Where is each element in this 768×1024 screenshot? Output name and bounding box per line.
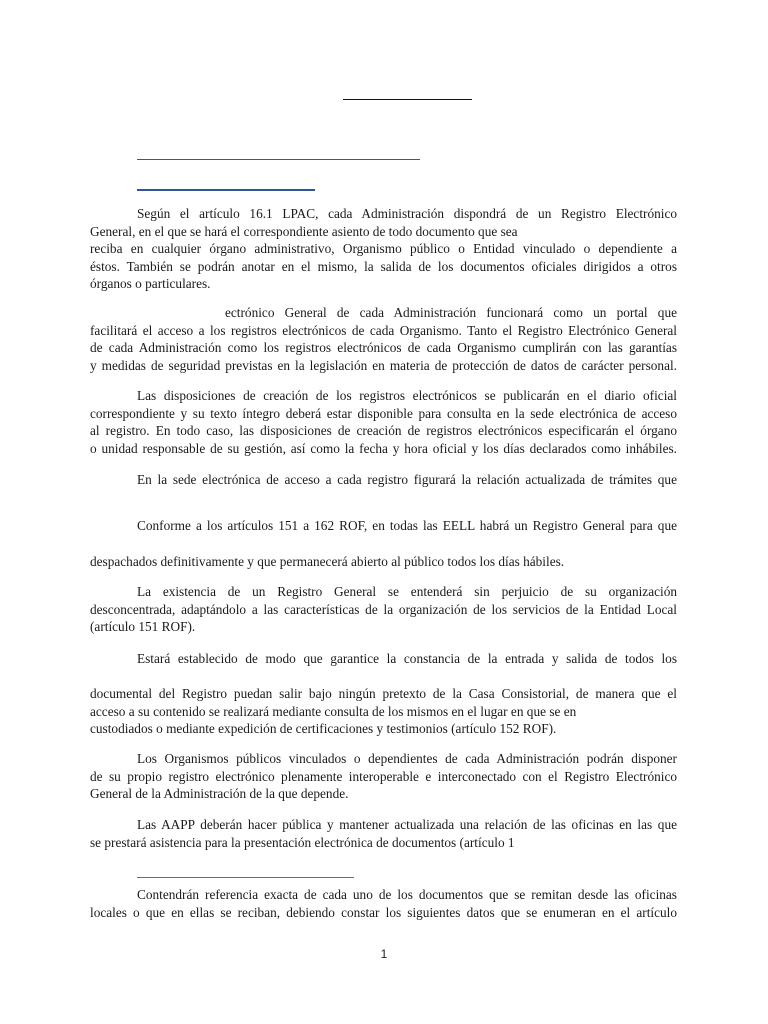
text-line: Las AAPP deberán hacer pública y mantener actualizada una relación de las oficinas en las que: [137, 817, 677, 832]
blue-underline: [137, 189, 315, 191]
paragraph: [90, 685, 677, 738]
paragraph: [90, 816, 677, 851]
text-line: correspondiente y su texto íntegro deberá estar disponible para consulta en la sede electrónica de acceso: [90, 405, 677, 421]
text-line: o unidad responsable de su gestión, así como la fecha y hora oficial y los días declarados como inhábiles.: [90, 440, 677, 456]
text-line: éstos. También se podrán anotar en el mismo, la salida de los documentos oficiales dirigidos a otros: [90, 258, 677, 274]
paragraph: [90, 517, 677, 535]
page-number: 1: [380, 947, 388, 961]
paragraph: [90, 650, 677, 668]
text-line: Contendrán referencia exacta de cada uno de los documentos que se remitan desde las oficinas: [137, 887, 677, 902]
paragraph: [90, 471, 677, 489]
text-line: desconcentrada, adaptándolo a las características de la organización de los servicios de la Entidad Local: [90, 601, 677, 617]
text-line: órganos o particulares.: [90, 276, 211, 292]
text-line: despachados definitivamente y que permanecerá abierto al público todos los días hábiles.: [90, 554, 565, 569]
text-line: En la sede electrónica de acceso a cada registro figurará la relación actualizada de trámites que: [137, 472, 677, 487]
text-line: se prestará asistencia para la presentación electrónica de documentos (artículo 1: [90, 834, 515, 850]
text-line: custodiados o mediante expedición de certificaciones y testimonios (artículo 152 ROF).: [90, 721, 557, 737]
text-line: de cada Administración como los registros electrónicos de cada Organismo cumplirán con las garantías: [90, 340, 677, 356]
paragraph: [90, 886, 677, 921]
paragraph: [90, 205, 677, 293]
text-line: documental del Registro puedan salir bajo ningún pretexto de la Casa Consistorial, de manera que el: [90, 686, 677, 701]
text-line: de su propio registro electrónico plenamente interoperable e interconectado con el Registro Electrónico: [90, 768, 677, 784]
paragraph: [90, 304, 677, 374]
text-line: Conforme a los artículos 151 a 162 ROF, en todas las EELL habrá un Registro General para que: [137, 518, 677, 533]
text-line: Según el artículo 16.1 LPAC, cada Administración dispondrá de un Registro Electrónico: [137, 206, 677, 221]
blue-underline: [137, 877, 354, 878]
text-line: y medidas de seguridad previstas en la legislación en materia de protección de datos de carácter personal.: [90, 357, 677, 373]
text-line: facilitará el acceso a los registros electrónicos de cada Organismo. Tanto el Registro Electrónico General: [90, 322, 677, 338]
text-line: General de la Administración de la que depende.: [90, 786, 349, 802]
text-line: ectrónico General de cada Administración funcionará como un portal que: [225, 305, 677, 320]
paragraph: [90, 553, 677, 571]
text-line: (artículo 151 ROF).: [90, 619, 196, 635]
paragraph: [90, 387, 677, 457]
paragraph: [90, 750, 677, 803]
red-underline: [137, 159, 420, 160]
text-line: General, en el que se hará el correspondiente asiento de todo documento que sea: [90, 223, 518, 239]
text-line: reciba en cualquier órgano administrativo, Organismo público o Entidad vinculado o dependiente a: [90, 241, 677, 257]
text-line: acceso a su contenido se realizará mediante consulta de los mismos en el lugar en que se en: [90, 703, 577, 719]
text-line: locales o que en ellas se reciban, debiendo constar los siguientes datos que se enumeran en el artículo: [90, 904, 677, 920]
text-line: Los Organismos públicos vinculados o dependientes de cada Administración podrán disponer: [137, 751, 677, 766]
text-line: al registro. En todo caso, las disposiciones de creación de registros electrónicos especificarán el órgano: [90, 423, 677, 439]
text-line: La existencia de un Registro General se entenderá sin perjuicio de su organización: [137, 584, 677, 599]
text-line: Estará establecido de modo que garantice la constancia de la entrada y salida de todos los: [137, 651, 677, 666]
title-underline: [343, 99, 472, 100]
text-line: Las disposiciones de creación de los registros electrónicos se publicarán en el diario oficial: [137, 388, 677, 403]
paragraph: [90, 583, 677, 636]
